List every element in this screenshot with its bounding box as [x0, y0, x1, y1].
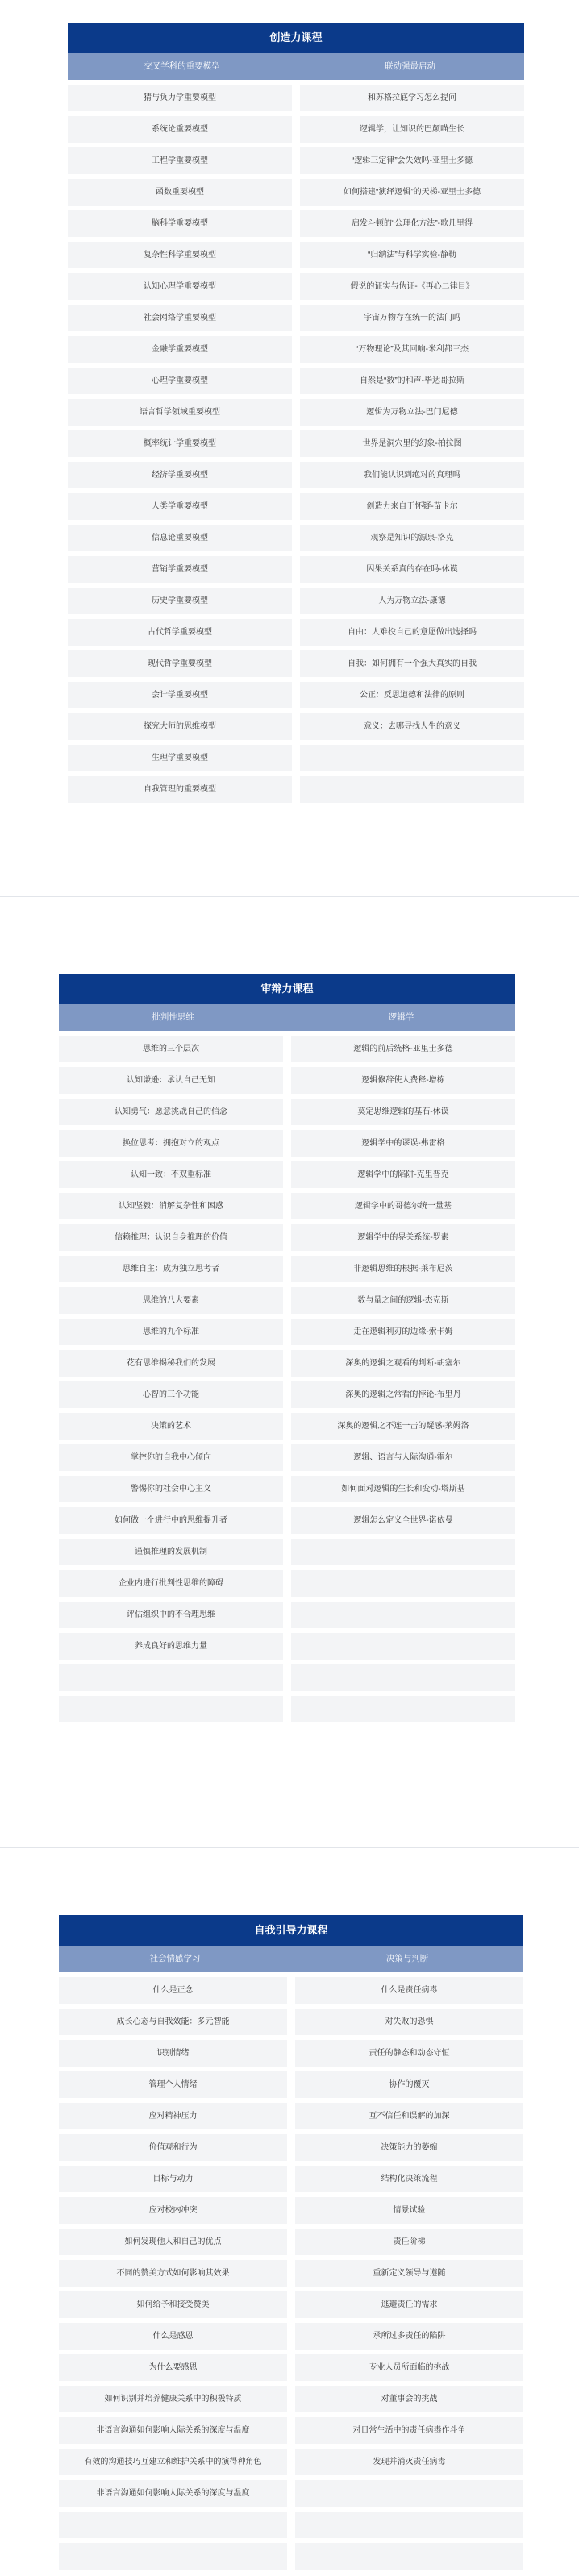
table-row — [68, 305, 524, 331]
table-cell-left: 认知一致：不双重标准 — [59, 1161, 283, 1188]
column-header-left: 批判性思维 — [152, 1012, 194, 1022]
table-cell-left: 认知谦逊：承认自己无知 — [59, 1067, 283, 1094]
table-cell-right: 逻辑学中的哥德尔统一量基 — [291, 1193, 515, 1219]
table-cell-right: 情景试验 — [295, 2197, 523, 2224]
table-cell-left — [59, 1696, 283, 1722]
table-cell-right: 如何面对逻辑的生长和变动-塔斯基 — [291, 1476, 515, 1502]
table-cell-left: 决策的艺术 — [59, 1413, 283, 1440]
table-cell-left: 企业内进行批判性思维的障碍 — [59, 1570, 283, 1597]
table-row — [68, 179, 524, 206]
table-cell-left: 识别情绪 — [59, 2040, 287, 2067]
table-cell-right: 深奥的逻辑之不连一击的疑感-莱姆洛 — [291, 1413, 515, 1440]
table-cell-left: 人类学重要模型 — [68, 493, 292, 520]
table-cell-right: 专业人员所面临的挑战 — [295, 2354, 523, 2381]
table-cell-right: 人为万物立法-康德 — [300, 588, 524, 614]
table-cell-left: 如何给予和接受赞美 — [59, 2291, 287, 2318]
table-cell-left: 现代哲学重要模型 — [68, 650, 292, 677]
table-cell-right: 自我：如何拥有一个强大真实的自我 — [300, 650, 524, 677]
table-row — [59, 1602, 515, 1628]
table-cell-left: 信赖推理：认识自身推理的价值 — [59, 1224, 283, 1251]
column-header-left: 交叉学科的重要模型 — [144, 61, 220, 71]
table-cell-right: 逻辑怎么定义全世界-诺依曼 — [291, 1507, 515, 1534]
table-cell-left: 评估组织中的不合理思维 — [59, 1602, 283, 1628]
table-cell-right: 非逻辑思维的根据-莱布尼茨 — [291, 1256, 515, 1282]
table-cell-left — [59, 2543, 287, 2570]
section-divider — [0, 896, 579, 897]
table-row — [68, 399, 524, 426]
table-cell-left: 为什么要感恩 — [59, 2354, 287, 2381]
table-row — [59, 1696, 515, 1722]
table-cell-right: 自然是“数”的和声-毕达哥拉斯 — [300, 368, 524, 394]
table-cell-left: 思维自主：成为独立思考者 — [59, 1256, 283, 1282]
table-row — [68, 776, 524, 803]
table-row — [59, 1539, 515, 1565]
table-row — [59, 2134, 523, 2161]
table-cell-left: 谨慎推理的发展机制 — [59, 1539, 283, 1565]
table-cell-left: 古代哲学重要模型 — [68, 619, 292, 646]
table-cell-right: 对日常生活中的责任病毒作斗争 — [295, 2417, 523, 2444]
table-cell-right: 深奥的逻辑之观看的判断-胡塞尔 — [291, 1350, 515, 1377]
table-cell-right — [291, 1570, 515, 1597]
table-row — [59, 1413, 515, 1440]
table-cell-left: 价值观和行为 — [59, 2134, 287, 2161]
table-cell-left: 历史学重要模型 — [68, 588, 292, 614]
table-cell-right: 意义：去哪寻找人生的意义 — [300, 713, 524, 740]
course-section — [59, 1915, 523, 2570]
table-cell-right: 如何搭建“演绎逻辑”的天梯-亚里士多德 — [300, 179, 524, 206]
table-row — [68, 462, 524, 488]
course-section — [68, 23, 524, 803]
table-row — [59, 2323, 523, 2350]
table-cell-right: 结构化决策流程 — [295, 2166, 523, 2192]
table-cell-left: 脑科学重要模型 — [68, 210, 292, 237]
table-cell-left: 换位思考：拥抱对立的观点 — [59, 1130, 283, 1157]
table-cell-left: 思维的九个标准 — [59, 1319, 283, 1345]
table-row — [59, 1444, 515, 1471]
table-row — [59, 2354, 523, 2381]
course-title: 创造力课程 — [68, 23, 524, 53]
table-cell-left: 应对精神压力 — [59, 2103, 287, 2129]
table-cell-left: 思维的八大要素 — [59, 1287, 283, 1314]
table-cell-right: 和苏格拉底学习怎么提问 — [300, 85, 524, 111]
table-row — [59, 1350, 515, 1377]
table-cell-right — [295, 2543, 523, 2570]
table-row — [59, 1036, 515, 1062]
table-cell-left: 什么是感恩 — [59, 2323, 287, 2350]
table-row — [68, 85, 524, 111]
table-cell-left: 心智的三个功能 — [59, 1381, 283, 1408]
table-cell-right — [295, 2512, 523, 2538]
table-cell-right — [291, 1539, 515, 1565]
table-cell-left: 有效的沟通技巧互建立和维护关系中的演得种角色 — [59, 2449, 287, 2475]
table-row — [59, 1476, 515, 1502]
table-cell-left: 如何识别并培养健康关系中的积极特质 — [59, 2386, 287, 2412]
course-column-headers — [68, 53, 524, 80]
table-cell-left: 工程学重要模型 — [68, 147, 292, 174]
table-row — [59, 2040, 523, 2067]
table-row — [59, 1224, 515, 1251]
table-cell-left: 如何做一个进行中的思维提升者 — [59, 1507, 283, 1534]
table-cell-left: 认知坚毅：消解复杂性和困惑 — [59, 1193, 283, 1219]
table-row — [59, 1193, 515, 1219]
section-divider — [0, 1847, 579, 1848]
table-cell-right: 莫定思维逻辑的基石-休谟 — [291, 1099, 515, 1125]
table-cell-right: 决策能力的萎缩 — [295, 2134, 523, 2161]
course-column-headers — [59, 1004, 515, 1031]
table-cell-left: 花有思维揭秘我们的发展 — [59, 1350, 283, 1377]
course-column-headers — [59, 1946, 523, 1972]
table-cell-left: 警惕你的社会中心主义 — [59, 1476, 283, 1502]
table-cell-left: 函数重要模型 — [68, 179, 292, 206]
table-cell-left: 信息论重要模型 — [68, 525, 292, 551]
table-cell-right: 逻辑学中的陷阱-克里普克 — [291, 1161, 515, 1188]
table-cell-right — [300, 776, 524, 803]
column-header-right: 决策与判断 — [385, 1954, 429, 1963]
column-header-right: 逻辑学 — [388, 1012, 414, 1022]
table-cell-left: 社会网络学重要模型 — [68, 305, 292, 331]
table-cell-right: 责任的静态和动态守恒 — [295, 2040, 523, 2067]
table-row — [59, 1067, 515, 1094]
table-cell-right: 逻辑学，让知识的巴颠喵生长 — [300, 116, 524, 143]
table-cell-right: “归纳法”与科学实验-静勒 — [300, 242, 524, 268]
table-cell-right: 责任阶梯 — [295, 2229, 523, 2255]
table-cell-right: 启发斗顿的“公理化方法”-歌几里得 — [300, 210, 524, 237]
table-cell-right: “万物理论”及其回响-米利都三杰 — [300, 336, 524, 363]
table-row — [59, 1287, 515, 1314]
table-cell-left: 目标与动力 — [59, 2166, 287, 2192]
table-cell-left: 营销学重要模型 — [68, 556, 292, 583]
table-cell-right: “逻辑三定律”会失效吗-亚里士多德 — [300, 147, 524, 174]
table-cell-right: 逻辑修辞使人费释-增栋 — [291, 1067, 515, 1094]
table-row — [59, 2009, 523, 2035]
table-row — [59, 2543, 523, 2570]
table-cell-right: 因果关系真的存在吗-休谟 — [300, 556, 524, 583]
table-cell-right: 逻辑为万物立法-巴门尼德 — [300, 399, 524, 426]
course-title: 审辩力课程 — [59, 974, 515, 1004]
table-cell-right: 承所过多责任的陷阱 — [295, 2323, 523, 2350]
table-cell-left: 认知勇气：愿意挑战自己的信念 — [59, 1099, 283, 1125]
table-cell-right: 协作的覆灭 — [295, 2071, 523, 2098]
table-cell-right: 逻辑学中的谬误-弗雷格 — [291, 1130, 515, 1157]
table-cell-left: 金融学重要模型 — [68, 336, 292, 363]
course-rows — [59, 1036, 515, 1722]
table-row — [68, 368, 524, 394]
table-row — [59, 2480, 523, 2507]
table-row — [68, 116, 524, 143]
course-title: 自我引导力课程 — [59, 1915, 523, 1946]
table-cell-left: 认知心理学重要模型 — [68, 273, 292, 300]
table-cell-right: 宇宙万物存在统一的法门吗 — [300, 305, 524, 331]
table-cell-right: 逻辑学中的界关系统-罗素 — [291, 1224, 515, 1251]
table-row — [68, 682, 524, 708]
table-cell-left: 如何发现他人和自己的优点 — [59, 2229, 287, 2255]
table-cell-left: 非语言沟通如何影响人际关系的深度与温度 — [59, 2480, 287, 2507]
table-cell-left: 心理学重要模型 — [68, 368, 292, 394]
table-row — [59, 2166, 523, 2192]
table-cell-right: 创造力来自于怀疑-苗卡尔 — [300, 493, 524, 520]
table-cell-right — [295, 2480, 523, 2507]
column-header-left: 社会情感学习 — [149, 1954, 201, 1963]
table-cell-left: 探究大师的思维模型 — [68, 713, 292, 740]
column-header-right: 联动强最启动 — [385, 61, 435, 71]
table-cell-left: 复杂性科学重要模型 — [68, 242, 292, 268]
table-row — [59, 2197, 523, 2224]
table-row — [59, 1381, 515, 1408]
table-cell-left: 概率统计学重要模型 — [68, 430, 292, 457]
table-row — [68, 273, 524, 300]
table-cell-right: 重新定义领导与遵随 — [295, 2260, 523, 2287]
table-cell-left: 生理学重要模型 — [68, 745, 292, 771]
table-row — [68, 430, 524, 457]
table-cell-right: 数与量之间的逻辑-杰克斯 — [291, 1287, 515, 1314]
table-cell-left: 会计学重要模型 — [68, 682, 292, 708]
table-row — [59, 2103, 523, 2129]
table-cell-left: 成长心态与自我效能：多元智能 — [59, 2009, 287, 2035]
table-row — [59, 2449, 523, 2475]
table-row — [59, 1319, 515, 1345]
table-row — [59, 1570, 515, 1597]
course-section — [59, 974, 515, 1722]
table-row — [68, 713, 524, 740]
table-row — [59, 2417, 523, 2444]
table-cell-right: 对董事会的挑战 — [295, 2386, 523, 2412]
table-cell-right: 观察是知识的源泉-洛克 — [300, 525, 524, 551]
table-row — [68, 588, 524, 614]
course-rows — [59, 1977, 523, 2570]
table-cell-left — [59, 2512, 287, 2538]
table-cell-right: 自由：人难投自己的意愿做出选择吗 — [300, 619, 524, 646]
table-row — [68, 619, 524, 646]
table-row — [59, 1664, 515, 1691]
table-cell-right — [291, 1696, 515, 1722]
table-row — [59, 1130, 515, 1157]
table-cell-left: 系统论重要模型 — [68, 116, 292, 143]
table-cell-right: 假说的证实与伪证-《再心二律目》 — [300, 273, 524, 300]
table-cell-right — [291, 1664, 515, 1691]
table-cell-right: 深奥的逻辑之常看的悖论-布里丹 — [291, 1381, 515, 1408]
table-cell-right: 走在逻辑利刃的边缘-索卡姆 — [291, 1319, 515, 1345]
table-cell-left: 不同的赞美方式如何影响其效果 — [59, 2260, 287, 2287]
table-cell-left: 养成良好的思维力量 — [59, 1633, 283, 1660]
table-row — [59, 2260, 523, 2287]
table-cell-left — [59, 1664, 283, 1691]
table-row — [68, 336, 524, 363]
table-cell-left: 掌控你的自我中心倾向 — [59, 1444, 283, 1471]
table-cell-right: 公正：反思道德和法律的原则 — [300, 682, 524, 708]
table-cell-left: 自我管理的重要模型 — [68, 776, 292, 803]
table-cell-left: 猜与负力学重要模型 — [68, 85, 292, 111]
table-row — [59, 1507, 515, 1534]
table-row — [68, 242, 524, 268]
table-cell-left: 管理个人情绪 — [59, 2071, 287, 2098]
table-row — [59, 2071, 523, 2098]
table-row — [59, 1977, 523, 2004]
table-row — [59, 1633, 515, 1660]
table-row — [68, 147, 524, 174]
table-cell-right: 什么是责任病毒 — [295, 1977, 523, 2004]
table-row — [68, 525, 524, 551]
table-row — [68, 493, 524, 520]
table-row — [59, 1161, 515, 1188]
table-row — [59, 2512, 523, 2538]
table-cell-right: 逃避责任的需求 — [295, 2291, 523, 2318]
table-cell-right: 对失败的恐惧 — [295, 2009, 523, 2035]
table-cell-left: 经济学重要模型 — [68, 462, 292, 488]
table-row — [59, 2386, 523, 2412]
table-row — [59, 1099, 515, 1125]
table-cell-right: 发现并消灭责任病毒 — [295, 2449, 523, 2475]
table-row — [59, 2229, 523, 2255]
table-cell-right: 互不信任和误解的加深 — [295, 2103, 523, 2129]
table-cell-left: 思维的三个层次 — [59, 1036, 283, 1062]
table-cell-right: 我们能认识到绝对的真理吗 — [300, 462, 524, 488]
table-cell-left: 语言哲学领域重要模型 — [68, 399, 292, 426]
table-row — [68, 210, 524, 237]
table-row — [68, 650, 524, 677]
table-cell-right: 逻辑、语言与人际沟通-霍尔 — [291, 1444, 515, 1471]
table-cell-left: 非语言沟通如何影响人际关系的深度与温度 — [59, 2417, 287, 2444]
table-row — [59, 1256, 515, 1282]
table-cell-right — [291, 1633, 515, 1660]
table-cell-left: 什么是正念 — [59, 1977, 287, 2004]
table-cell-left: 应对校内冲突 — [59, 2197, 287, 2224]
course-rows — [68, 85, 524, 803]
table-row — [68, 556, 524, 583]
table-cell-right — [291, 1602, 515, 1628]
table-row — [68, 745, 524, 771]
table-cell-right: 逻辑的前后统格-亚里士多德 — [291, 1036, 515, 1062]
table-cell-right: 世界是洞穴里的幻象-柏拉图 — [300, 430, 524, 457]
table-cell-right — [300, 745, 524, 771]
table-row — [59, 2291, 523, 2318]
